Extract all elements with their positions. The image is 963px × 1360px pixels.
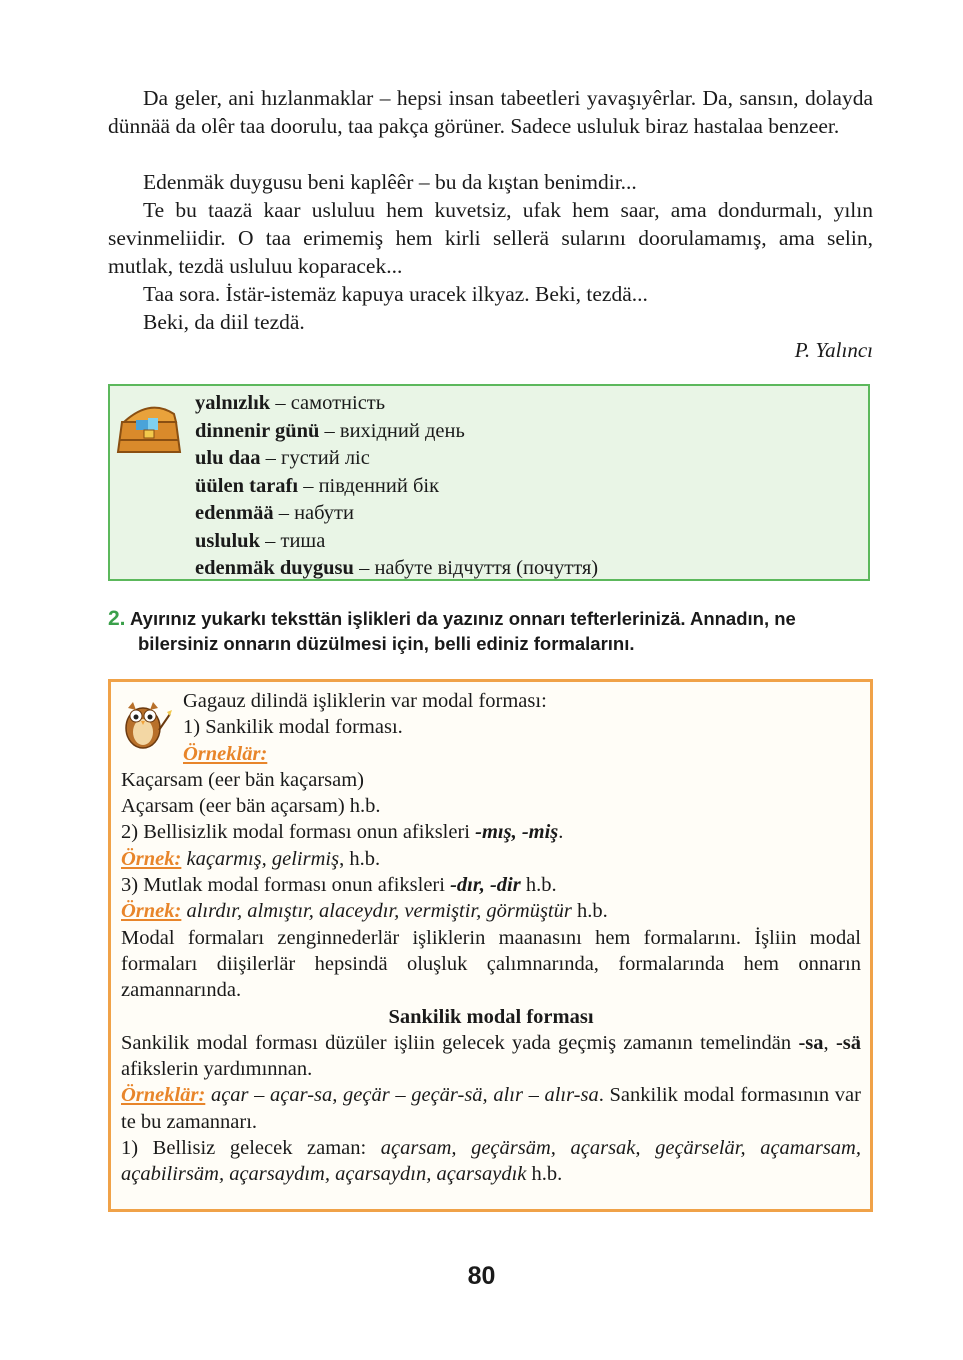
examples-label: Örneklär: [121,1084,206,1107]
rule-line: Örnek: alırdır, almıştır, alaceydır, vermiştir, görmüştür h.b. [121,900,608,923]
rule-line: 3) Mutlak modal forması onun afiksleri -dır, -dir h.b. [121,874,557,897]
vocabulary-box [108,384,870,581]
rule-paragraph: Sankilik modal forması düzüler işliin gelecek yada geçmiş zamanın temelindän -sa, -sä afikslerin yardımınnan. [121,1031,861,1081]
task-2 [108,606,873,656]
task-text: Ayırınız yukarkı teksttän işlikleri da yazınız onnarı tefterlerinizä. Annadın, ne bilersiniz onnarın düzülmesi için, belli ediniz formalarını. [129,608,796,654]
rule-paragraph: Örneklär: açar – açar-sa, geçär – geçär-sä, alır – alır-sa. Sankilik modal formasının var te bu zamannarı. [121,1084,861,1133]
rule-line: Kaçarsam (eer bän kaçarsam) [121,768,364,791]
examples-label: Örneklär: [183,742,268,765]
vocab-item: edenmäk duygusu – набуте відчуття (почуття) [195,557,599,579]
vocab-item: ulu daa – густий ліс [195,447,370,469]
rule-line: 2) Bellisizlik modal forması onun afiksleri -mış, -miş. [121,821,564,844]
grammar-rule-box [108,679,873,1212]
vocab-item: usluluk – тиша [195,529,326,552]
example-label: Örnek: [121,847,182,870]
example-label: Örnek: [121,900,182,923]
paragraph-3: Te bu taazä kaar usluluu hem kuvetsiz, ufak hem saar, ama dondurmalı, yılın sevinmeliidir. O taa erimemiş hem kirli sellerä sularını doorulamamış, ama selin, mutlak, tezdä usluluu koparacek... [108,198,873,278]
paragraph-2: Edenmäk duygusu beni kaplêêr – bu da kıştan benimdir... [143,170,637,194]
author-name: P. Yalıncı [794,338,873,362]
paragraph-5: Beki, da diil tezdä. [143,310,305,334]
vocab-item: üülen tarafı – південний бік [195,474,440,497]
paragraph-4: Taa sora. İstär-istemäz kapuya uracek ilkyaz. Beki, tezdä... [143,282,648,306]
vocabulary-list [195,390,598,583]
vocab-item: dinnenir günü – вихідний день [195,419,465,442]
page-number: 80 [467,1262,496,1290]
rule-line: Örnek: kaçarmış, gelirmiş, h.b. [121,847,381,870]
paragraph-1: Da geler, ani hızlanmaklar – hepsi insan tabeetleri yavaşıyêrlar. Da, sansın, dolayda dünnää da olêr taa doorulu, taa pakça görüner. Sadece usluluk biraz hastalaa benzeer. [108,86,873,138]
rule-line: Açarsam (eer bän açarsam) h.b. [121,795,381,818]
treasure-chest-icon [114,394,186,456]
vocab-item: edenmää – набути [195,502,354,524]
rule-paragraph: Modal formaları zenginnederlär işliklerin maanasını hem formalarını. İşliin modal formaları diişilerlär hepsindä oluşluk çalımnarında, formalarında hem onnarın zamannarında. [121,926,861,1002]
rule-line: 1) Sankilik modal forması. [183,716,403,739]
rule-line: Gagauz dilindä işliklerin var modal forması: [183,690,547,712]
rule-text [121,688,861,1188]
vocab-item: yalnızlık – самотність [195,392,386,414]
section-heading: Sankilik modal forması [388,1005,594,1028]
task-number: 2. [108,607,126,630]
rule-paragraph: 1) Bellisiz gelecek zaman: açarsam, geçärsäm, açarsak, geçärselär, açamarsam, açabilirsäm, açarsaydım, açarsaydın, açarsaydık h.b. [121,1137,861,1186]
